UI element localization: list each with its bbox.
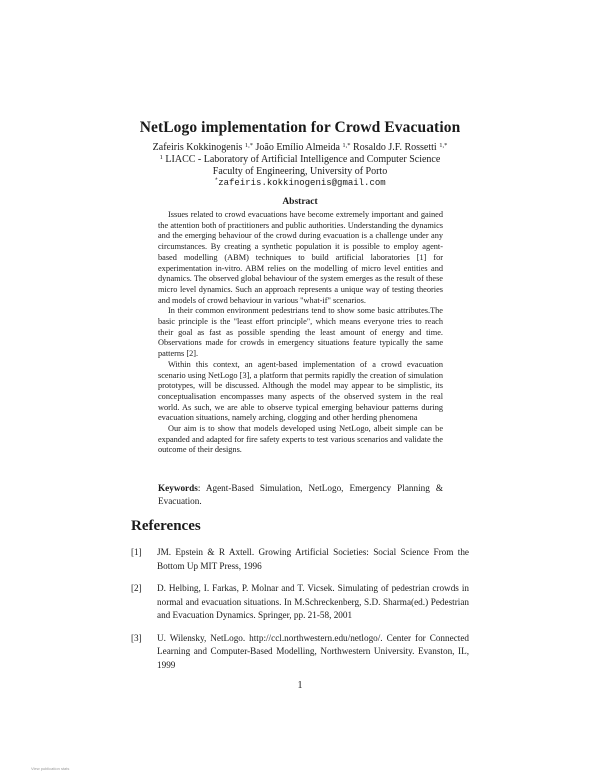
abstract-paragraph: Within this context, an agent-based implementation of a crowd evacuation scenario using NetLogo [3], a platform that permits rapidly the creation of simulation prototypes, will be discussed. Although the model may appear to be simplistic, its conceptualisation encompasses many aspects of the observed system in the real world. As such, we are able to observe typical emerging behaviour patterns during evacuation situations, namely arching, clogging and other herding phenomena [158,359,443,423]
author-mark: 1,* [342,142,351,149]
affiliation-mark: 1 [159,154,163,161]
author-mark: 1,* [244,142,253,149]
abstract-paragraph: In their common environment pedestrians tend to show some basic attributes.The basic principle is the "least effort principle", which means everyone tries to reach their goal as fast as possible spending the least amount of energy and time. Observations made for crowds in emergency situations feature typically the same patterns [2]. [158,306,443,359]
abstract-paragraph: Issues related to crowd evacuations have become extremely important and gained the attention both of practitioners and public authorities. Understanding the dynamics and the emerging behaviour of the crowd during evacuation is a challenge under any circumstances. By creating a synthetic population it is possible to employ agent-based modelling (ABM) techniques to build artificial laboratories [1] for experimentation in-vitro. ABM relies on the modelling of micro level entities and dynamics. The observed global behaviour of the system emerges as the result of these micro level dynamics. Such an approach represents a unique way of testing theories and models of crowd behaviour in various "what-if" scenarios. [158,210,443,305]
keywords [158,482,443,507]
reference-number: [2] [131,583,142,593]
reference-number: [3] [131,632,142,643]
publication-stats-link[interactable]: View publication stats [31,766,70,771]
page-number: 1 [297,680,303,691]
keywords-text: : Agent-Based Simulation, NetLogo, Emergency Planning & Evacuation. [158,483,443,506]
reference-item [131,582,469,623]
contact-email [0,178,600,188]
reference-list [131,546,469,681]
author-list [0,142,600,153]
abstract-body [158,210,443,456]
abstract-paragraph: Our aim is to show that models developed using NetLogo, albeit simple can be expanded and adapted for fire safety experts to test various scenarios and validate the outcome of their designs. [158,424,443,455]
email-mark: * [214,177,219,184]
references-heading: References [131,518,201,534]
reference-number: [1] [131,547,142,557]
author-mark: 1,* [439,142,448,149]
email-text: zafeiris.kokkinogenis@gmail.com [218,178,386,188]
author-name: Zafeiris Kokkinogenis [152,142,243,153]
abstract-heading: Abstract [282,197,318,207]
author-name: João Emílio Almeida [255,142,340,153]
keywords-label: Keywords [158,483,198,493]
affiliation-text: LIACC - Laboratory of Artificial Intelligence and Computer Science [165,154,441,165]
reference-item [131,546,469,573]
reference-text: U. Wilensky, NetLogo. http://ccl.northwestern.edu/netlogo/. Center for Connected Learning and Computer-Based Modelling, Northwestern University. Evanston, IL, 1999 [157,632,469,670]
reference-text: JM. Epstein & R Axtell. Growing Artificial Societies: Social Science From the Bottom Up MIT Press, 1996 [157,547,469,571]
reference-item [131,632,469,673]
reference-text: D. Helbing, I. Farkas, P. Molnar and T. Vicsek. Simulating of pedestrian crowds in normal and evacuation situations. In M.Schreckenberg, S.D. Sharma(ed.) Pedestrian and Evacuation Dynamics. Springer, pp. 21-58, 2001 [157,583,469,620]
author-name: Rosaldo J.F. Rossetti [353,142,437,153]
department: Faculty of Engineering, University of Porto [212,166,388,177]
paper-title: NetLogo implementation for Crowd Evacuation [139,119,461,136]
affiliation [0,154,600,165]
